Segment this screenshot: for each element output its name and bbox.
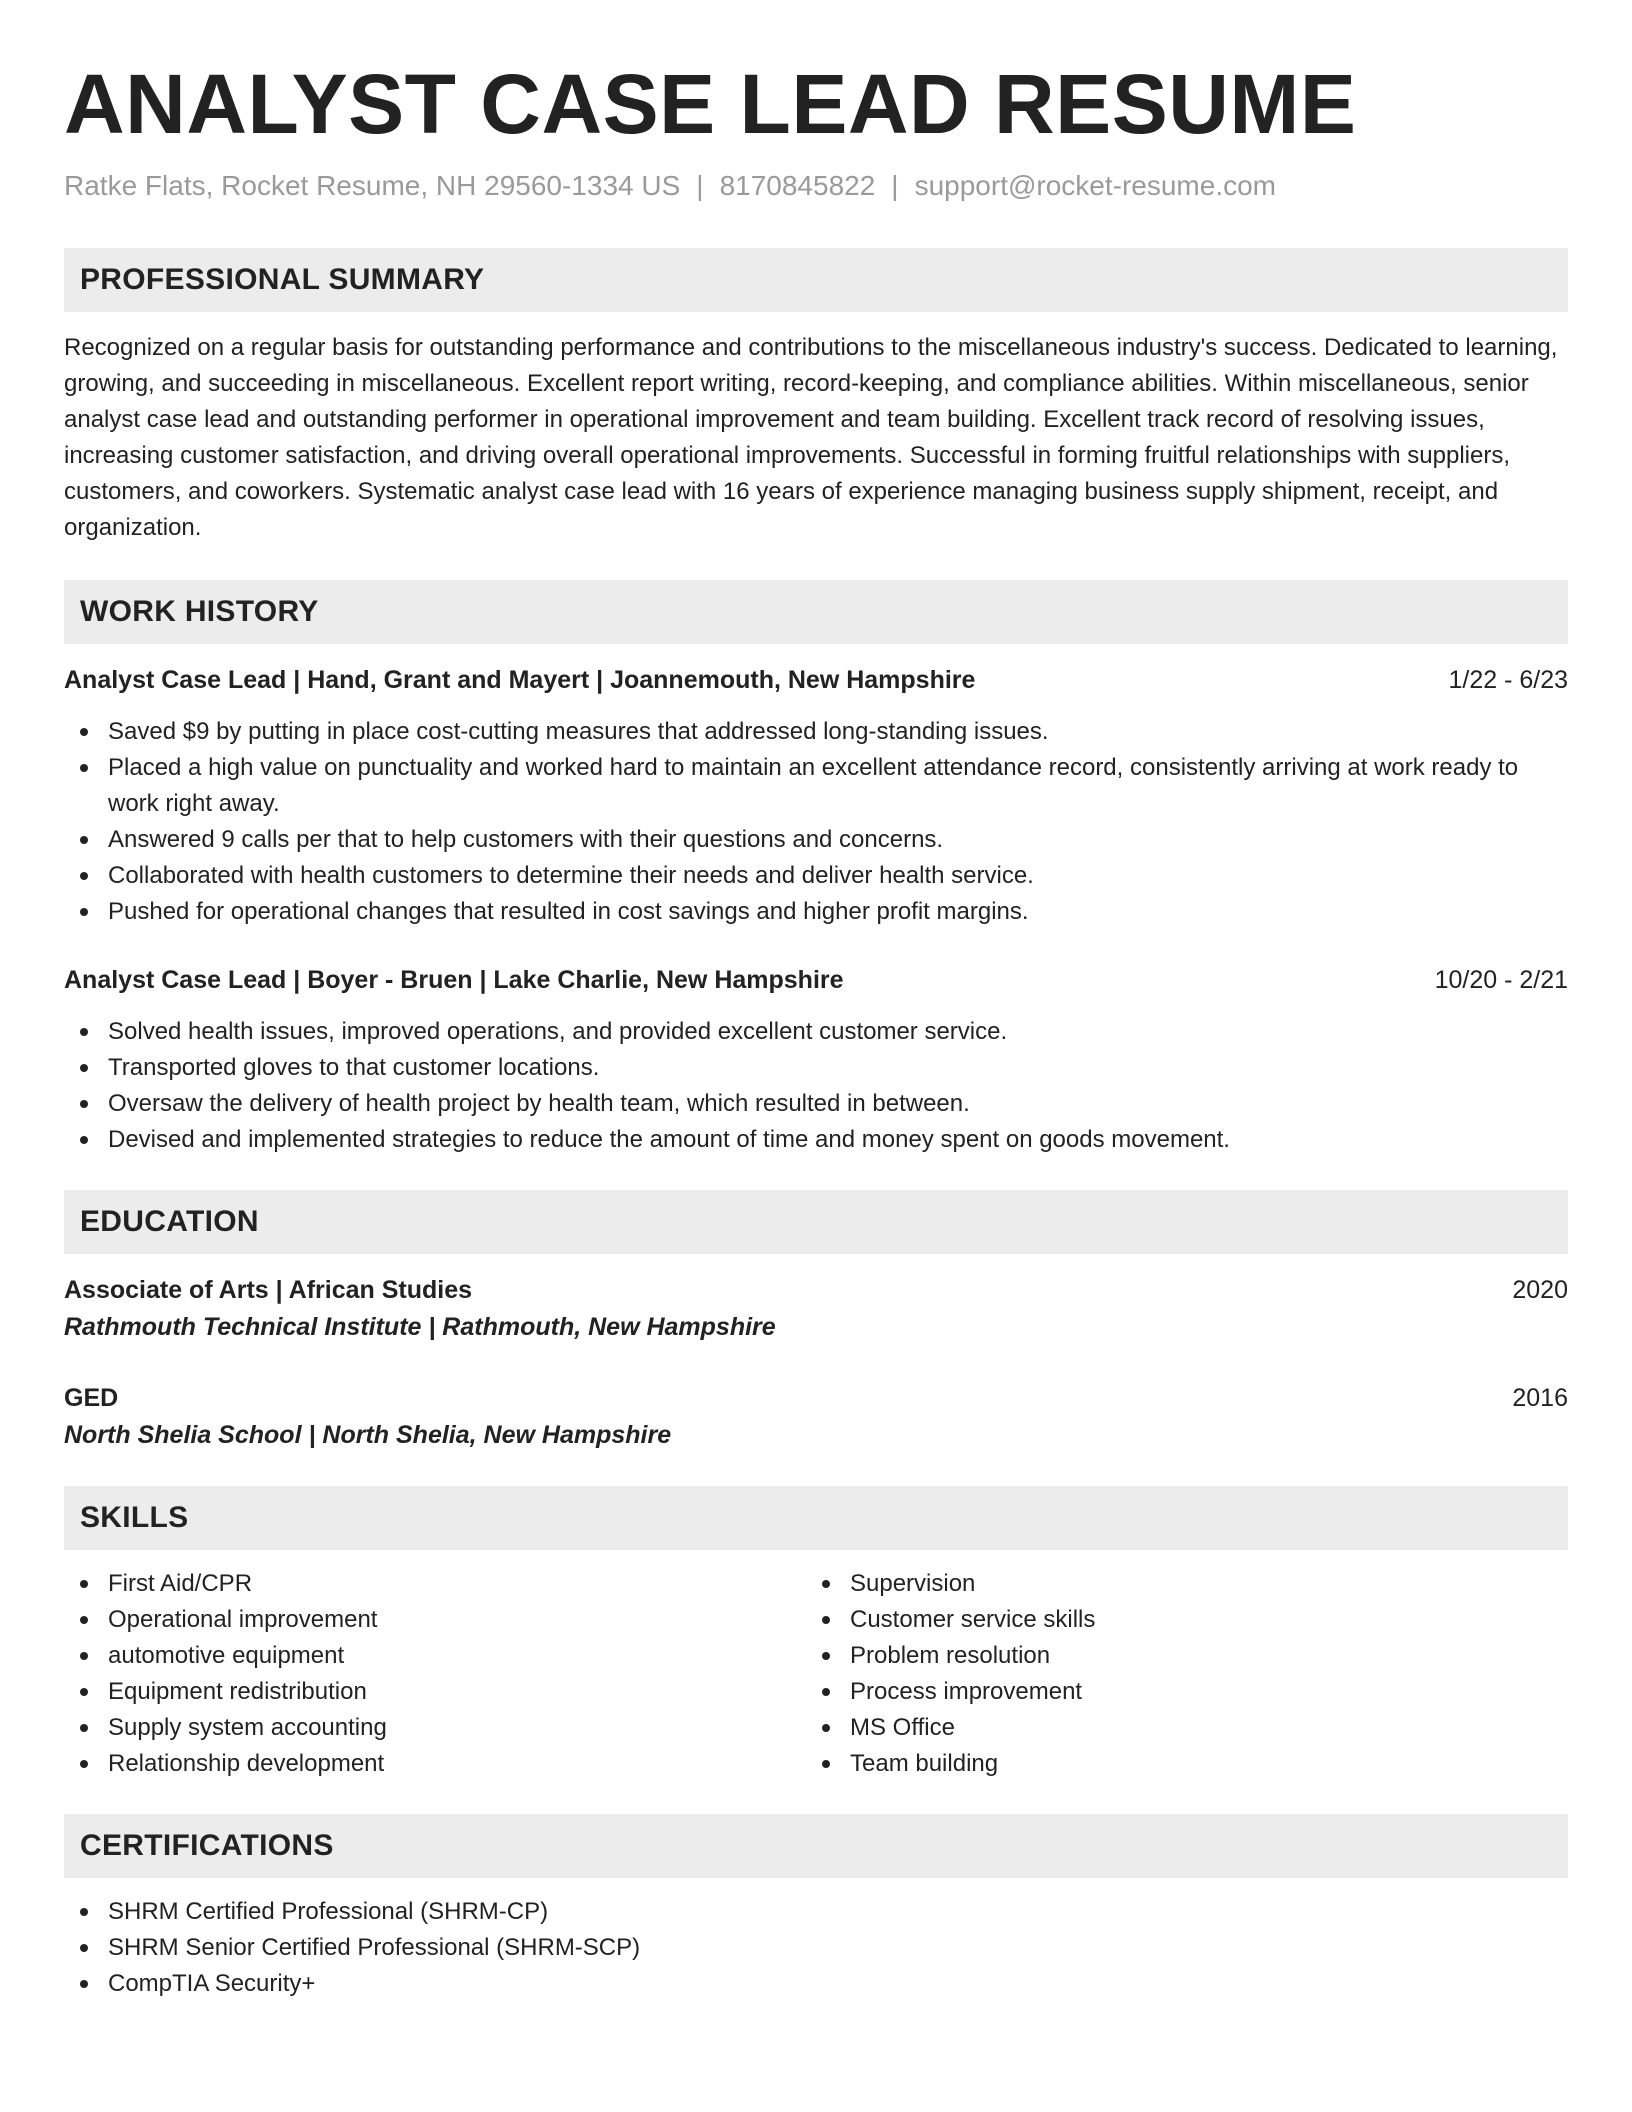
education-entry: [64, 1272, 1568, 1346]
list-item: Pushed for operational changes that resulted in cost savings and higher profit margins.: [64, 894, 1568, 930]
section-heading: SKILLS: [80, 1501, 189, 1534]
job-title: Analyst Case Lead | Boyer - Bruen | Lake Charlie, New Hampshire: [64, 966, 844, 994]
skills-left-column: [64, 1566, 806, 1782]
section-summary-header: [64, 248, 1568, 312]
education-entry: [64, 1380, 1568, 1454]
list-item: Team building: [806, 1746, 1548, 1782]
contact-address: Ratke Flats, Rocket Resume, NH 29560-1334 US: [64, 170, 681, 201]
list-item: Customer service skills: [806, 1602, 1548, 1638]
list-item: Transported gloves to that customer locations.: [64, 1050, 1568, 1086]
section-skills-header: [64, 1486, 1568, 1550]
list-item: Process improvement: [806, 1674, 1548, 1710]
job-bullets: [64, 714, 1568, 930]
education-year: 2016: [1512, 1384, 1568, 1412]
education-degree: Associate of Arts | African Studies: [64, 1276, 473, 1304]
section-heading: PROFESSIONAL SUMMARY: [80, 263, 485, 296]
job-title: Analyst Case Lead | Hand, Grant and Mayert | Joannemouth, New Hampshire: [64, 666, 976, 694]
list-item: CompTIA Security+: [64, 1966, 1568, 2002]
education-header: [64, 1380, 1568, 1416]
education-degree: GED: [64, 1384, 119, 1412]
list-item: Saved $9 by putting in place cost-cutting measures that addressed long-standing issues.: [64, 714, 1568, 750]
contact-line: [64, 168, 1568, 204]
list-item: Devised and implemented strategies to reduce the amount of time and money spent on goods movement.: [64, 1122, 1568, 1158]
section-heading: EDUCATION: [80, 1205, 259, 1238]
list-item: Supervision: [806, 1566, 1548, 1602]
skills-right-column: [806, 1566, 1548, 1782]
section-heading: CERTIFICATIONS: [80, 1829, 334, 1862]
contact-separator: |: [696, 170, 704, 201]
job-header: [64, 962, 1568, 998]
job-dates: 1/22 - 6/23: [1448, 666, 1568, 694]
education-header: [64, 1272, 1568, 1308]
summary-text: Recognized on a regular basis for outstanding performance and contributions to the miscellaneous industry's success. Dedicated to learning, growing, and succeeding in miscellaneous. Excellent report writing, record-keeping, and compliance abilities. Within miscellaneous, senior analyst case lead and outstanding performer in operational improvement and team building. Excellent track record of resolving issues, increasing customer satisfaction, and driving overall operational improvements. Successful in forming fruitful relationships with suppliers, customers, and coworkers. Systematic analyst case lead with 16 years of experience managing business supply shipment, receipt, and organization.: [64, 334, 1558, 541]
education-school: Rathmouth Technical Institute | Rathmouth, New Hampshire: [64, 1313, 776, 1341]
contact-separator: |: [891, 170, 899, 201]
education-school: North Shelia School | North Shelia, New Hampshire: [64, 1421, 672, 1449]
section-certifications-header: [64, 1814, 1568, 1878]
job-entry: [64, 962, 1568, 1158]
list-item: Operational improvement: [64, 1602, 806, 1638]
list-item: SHRM Senior Certified Professional (SHRM-SCP): [64, 1930, 1568, 1966]
list-item: Equipment redistribution: [64, 1674, 806, 1710]
list-item: Placed a high value on punctuality and worked hard to maintain an excellent attendance record, consistently arriving at work ready to work right away.: [64, 750, 1568, 822]
resume-page: [64, 56, 1568, 2002]
section-heading: WORK HISTORY: [80, 595, 319, 628]
list-item: Relationship development: [64, 1746, 806, 1782]
contact-phone: 8170845822: [719, 170, 876, 201]
list-item: MS Office: [806, 1710, 1548, 1746]
section-education-header: [64, 1190, 1568, 1254]
job-header: [64, 662, 1568, 698]
section-work-header: [64, 580, 1568, 644]
list-item: Solved health issues, improved operations, and provided excellent customer service.: [64, 1014, 1568, 1050]
list-item: automotive equipment: [64, 1638, 806, 1674]
certifications-list: [64, 1894, 1568, 2002]
list-item: Oversaw the delivery of health project by health team, which resulted in between.: [64, 1086, 1568, 1122]
list-item: Supply system accounting: [64, 1710, 806, 1746]
list-item: First Aid/CPR: [64, 1566, 806, 1602]
skills-columns: [64, 1566, 1568, 1782]
list-item: Collaborated with health customers to determine their needs and deliver health service.: [64, 858, 1568, 894]
job-bullets: [64, 1014, 1568, 1158]
list-item: SHRM Certified Professional (SHRM-CP): [64, 1894, 1568, 1930]
resume-title: ANALYST CASE LEAD RESUME: [64, 57, 1357, 151]
education-year: 2020: [1512, 1276, 1568, 1304]
job-dates: 10/20 - 2/21: [1434, 966, 1568, 994]
list-item: Problem resolution: [806, 1638, 1548, 1674]
contact-email: support@rocket-resume.com: [914, 170, 1277, 201]
job-entry: [64, 662, 1568, 930]
list-item: Answered 9 calls per that to help customers with their questions and concerns.: [64, 822, 1568, 858]
